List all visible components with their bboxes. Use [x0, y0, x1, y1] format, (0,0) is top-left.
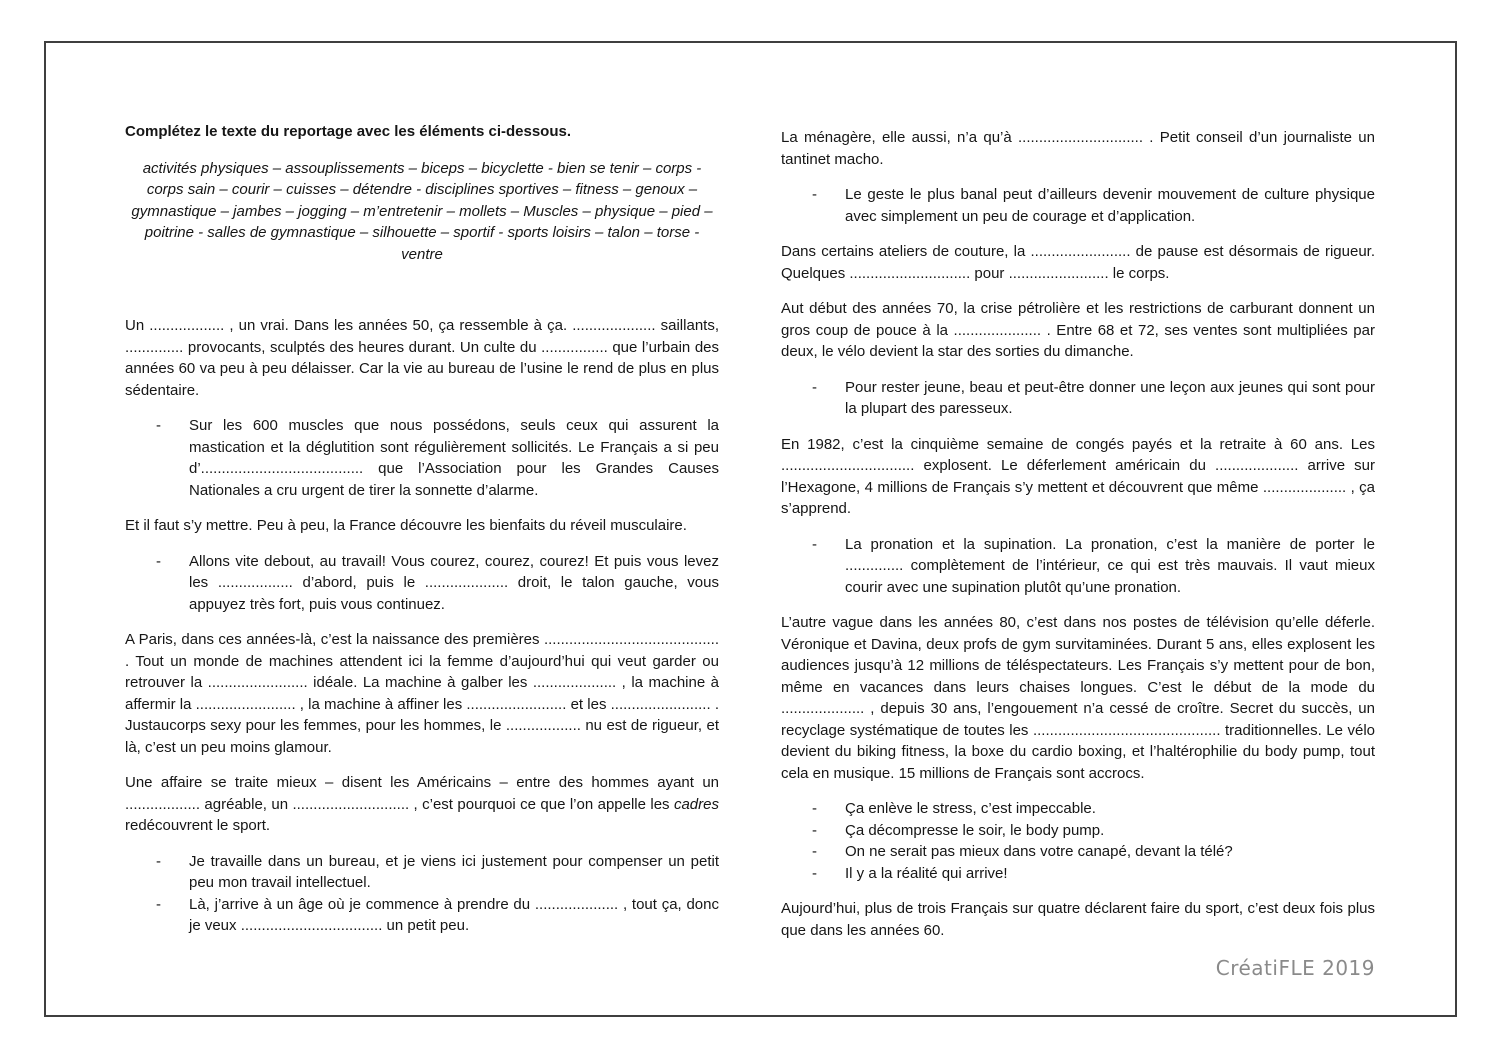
- bullet-item: [781, 184, 1375, 227]
- paragraph: [125, 772, 719, 837]
- paragraph: Aujourd’hui, plus de trois Français sur quatre déclarent faire du sport, c’est deux fois plus que dans les années 60.: [781, 900, 1375, 939]
- bullet-list: [125, 551, 719, 616]
- bullet-item: [781, 534, 1375, 599]
- bullet-text: La pronation et la supination. La pronation, c’est la manière de porter le .............. complètement de l’intérieur, ce qui est très mauvais. Il vaut mieux courir avec une supination plutôt qu’une pronation.: [845, 535, 1375, 596]
- bullet-text: Là, j’arrive à un âge où je commence à prendre du .................... , tout ça, donc je veux .................................. un petit peu.: [189, 895, 719, 934]
- paragraph: Aut début des années 70, la crise pétrolière et les restrictions de carburant donnent un gros coup de pouce à la ..................... . Entre 68 et 72, ses ventes sont multipliées par deux, le vélo devient la star des sorties du dimanche.: [781, 300, 1375, 360]
- author-signature: CréatiFLE 2019: [1215, 956, 1375, 980]
- bullet-dash: -: [156, 417, 161, 434]
- paragraph: La ménagère, elle aussi, n’a qu’à .............................. . Petit conseil d’un journaliste un tantinet macho.: [781, 129, 1375, 168]
- bullet-dash: -: [812, 378, 817, 396]
- paragraph-text: redécouvrent le sport.: [125, 817, 271, 834]
- bullet-list: [781, 534, 1375, 599]
- bullet-item: [781, 798, 1375, 820]
- bullet-dash: -: [812, 535, 817, 553]
- bullet-dash: -: [812, 186, 817, 203]
- bullet-text: On ne serait pas mieux dans votre canapé, devant la télé?: [845, 843, 1233, 860]
- right-column: [781, 127, 1375, 981]
- bullet-item: [125, 415, 719, 501]
- bullet-dash: -: [156, 852, 161, 870]
- bullet-dash: -: [812, 800, 817, 817]
- bullet-text: Je travaille dans un bureau, et je viens ici justement pour compenser un petit peu mon travail intellectuel.: [189, 852, 719, 891]
- paragraph: Dans certains ateliers de couture, la ........................ de pause est désormais de rigueur. Quelques ............................. pour ........................ le corps.: [781, 243, 1375, 282]
- paragraph: A Paris, dans ces années-là, c’est la naissance des premières .......................................... . Tout un monde de machines attendent ici la femme d’aujourd’hui qui veut garder ou retrouver la ........................ idéale. La machine à galber les .................... , la machine à affermir la ........................ , la machine à affiner les ........................ et les ........................ . Justaucorps sexy pour les femmes, pour les hommes, le .................. nu est de rigueur, et là, c’est un peu moins glamour.: [125, 631, 719, 756]
- bullet-list: [781, 798, 1375, 884]
- word-bank: activités physiques – assouplissements – biceps – bicyclette - bien se tenir – corps - corps sain – courir – cuisses – détendre - disciplines sportives – fitness – genoux – gymnastique – jambes – jogging – m’entretenir – mollets – Muscles – physique – pied – poitrine - salles de gymnastique – silhouette – sportif - sports loisirs – talon – torse - ventre: [131, 159, 713, 263]
- bullet-dash: -: [812, 843, 817, 860]
- exercise-title: Complétez le texte du reportage avec les éléments ci-dessous.: [125, 123, 572, 140]
- bullet-text: Ça décompresse le soir, le body pump.: [845, 821, 1105, 839]
- bullet-item: [781, 841, 1375, 863]
- paragraph: L’autre vague dans les années 80, c’est dans nos postes de télévision qu’elle déferle. Véronique et Davina, deux profs de gym survitaminées. Durant 5 ans, elles explosent les audiences jusqu’à 12 millions de téléspectateurs. Les Français s’y mettent pour de bon, même en vacances dans leurs chaises longues. C’est le début de la mode du .................... , depuis 30 ans, l’engouement n’a cessé de croître. Secret du succès, un recyclage systématique de toutes les ............................................. traditionnelles. Le vélo devient du biking fitness, la boxe du cardio boxing, et l’haltérophilie du body pump, tout cela en musique. 15 millions de Français sont accrocs.: [781, 614, 1375, 782]
- bullet-dash: -: [812, 864, 817, 882]
- paragraph-text: Une affaire se traite mieux – disent les Américains – entre des hommes ayant un .................. agréable, un ............................ , c’est pourquoi ce que l’on appelle les: [125, 774, 719, 813]
- bullet-item: [781, 820, 1375, 842]
- bullet-list: [125, 851, 719, 937]
- bullet-text: Sur les 600 muscles que nous possédons, seuls ceux qui assurent la mastication et la déglutition sont régulièrement sollicités. Le Français a si peu d’....................................... que l’Association pour les Grandes Causes Nationales a cru urgent de tirer la sonnette d’alarme.: [189, 417, 719, 499]
- bullet-item: [125, 551, 719, 616]
- left-column: [125, 121, 719, 951]
- bullet-dash: -: [156, 895, 161, 913]
- bullet-item: [781, 377, 1375, 420]
- bullet-item: [125, 894, 719, 937]
- bullet-item: [125, 851, 719, 894]
- paragraph: Et il faut s’y mettre. Peu à peu, la France découvre les bienfaits du réveil musculaire.: [125, 517, 687, 534]
- italic-word: cadres: [673, 795, 719, 813]
- bullet-text: Allons vite debout, au travail! Vous courez, courez, courez! Et puis vous levez les .................. d’abord, puis le .................... droit, le talon gauche, vous appuyez très fort, puis vous continuez.: [189, 552, 719, 613]
- bullet-list: [781, 184, 1375, 227]
- bullet-dash: -: [156, 552, 161, 570]
- bullet-dash: -: [812, 821, 817, 839]
- paragraph: En 1982, c’est la cinquième semaine de congés payés et la retraite à 60 ans. Les ................................ explosent. Le déferlement américain du .................... arrive sur l’Hexagone, 4 millions de Français s’y mettent et découvrent que même .................... , ça s’apprend.: [781, 435, 1375, 517]
- paragraph-intro: Un .................. , un vrai. Dans les années 50, ça ressemble à ça. .................... saillants, .............. provocants, sculptés des heures durant. Un culte du ................ que l’urbain des années 60 va peu à peu délaisser. Car la vie au bureau de l’usine le rend de plus en plus sédentaire.: [125, 317, 719, 399]
- bullet-item: [781, 863, 1375, 885]
- bullet-text: Pour rester jeune, beau et peut-être donner une leçon aux jeunes qui sont pour la plupart des paresseux.: [845, 378, 1375, 417]
- bullet-list: [125, 415, 719, 501]
- bullet-text: Le geste le plus banal peut d’ailleurs devenir mouvement de culture physique avec simplement un peu de courage et d’application.: [845, 186, 1375, 225]
- bullet-text: Ça enlève le stress, c’est impeccable.: [845, 800, 1096, 817]
- bullet-list: [781, 377, 1375, 420]
- bullet-text: Il y a la réalité qui arrive!: [845, 864, 1008, 882]
